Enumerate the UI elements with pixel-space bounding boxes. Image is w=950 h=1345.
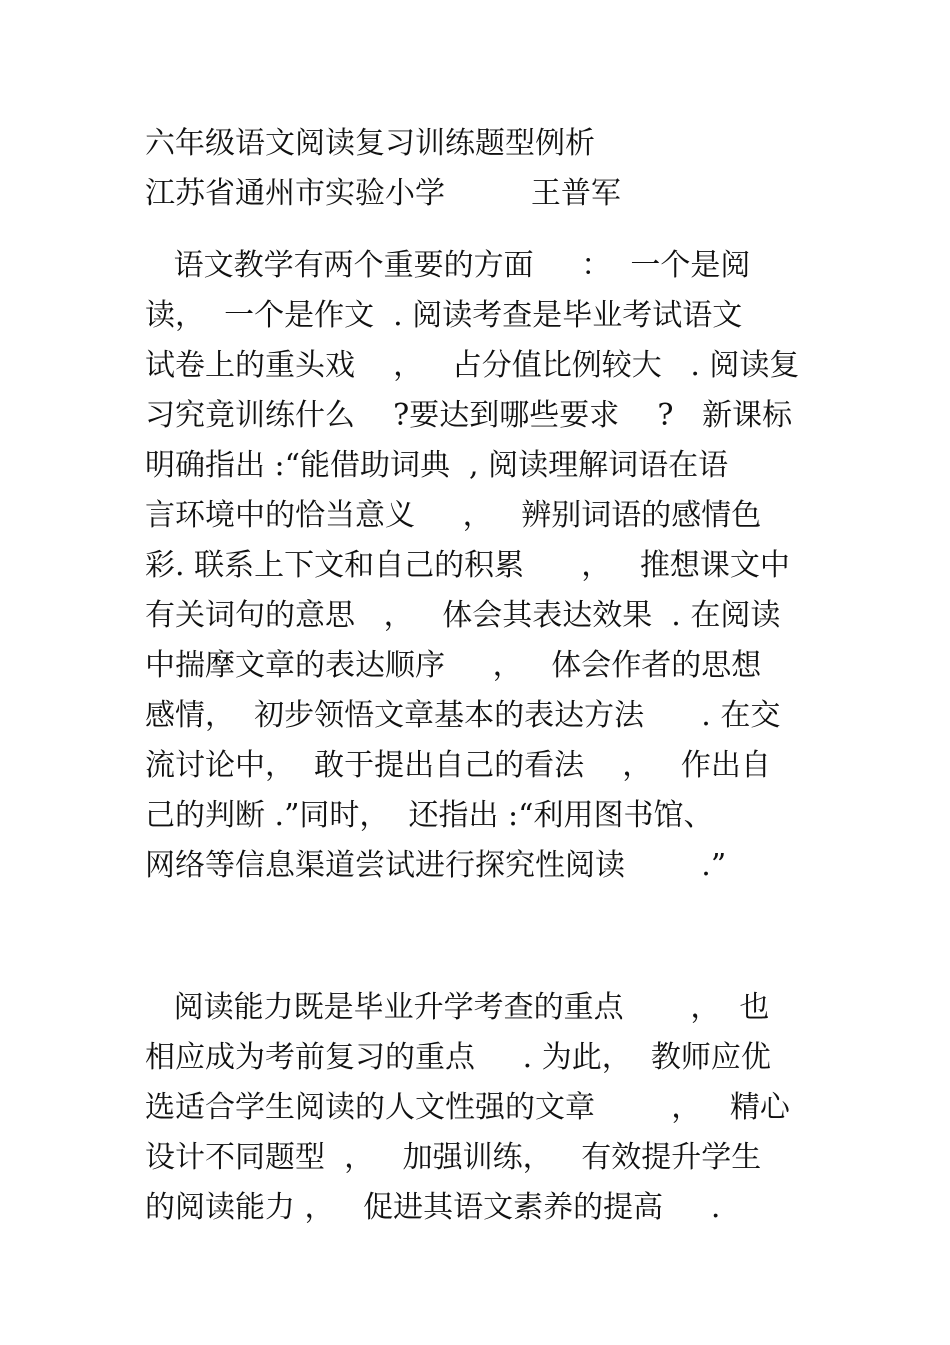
text-line: 己的判断 .”同时， 还指出 :“利用图书馆、 xyxy=(145,798,714,833)
text-line: 彩. 联系上下文和自己的积累 ， 推想课文中 xyxy=(145,548,790,583)
text-line: 明确指出 :“能借助词典 , 阅读理解词语在语 xyxy=(145,448,729,483)
text-line: 设计不同题型 ， 加强训练， 有效提升学生 xyxy=(145,1140,762,1175)
text-line: 阅读能力既是毕业升学考查的重点 ， 也 xyxy=(145,990,770,1025)
document-title: 六年级语文阅读复习训练题型例析 xyxy=(145,126,595,161)
text-line: 语文教学有两个重要的方面 ： 一个是阅 xyxy=(145,248,751,283)
text-line: 网络等信息渠道尝试进行探究性阅读 .” xyxy=(145,848,727,883)
text-line: 相应成为考前复习的重点 . 为此， 教师应优 xyxy=(145,1040,771,1075)
text-line: 感情， 初步领悟文章基本的表达方法 . 在交 xyxy=(145,698,781,733)
text-line: 言环境中的恰当意义 ， 辨别词语的感情色 xyxy=(145,498,762,533)
text-line: 选适合学生阅读的人文性强的文章 ， 精心 xyxy=(145,1090,790,1125)
text-line: 的阅读能力 ， 促进其语文素养的提高 . xyxy=(145,1190,721,1225)
text-line: 读， 一个是作文 . 阅读考查是毕业考试语文 xyxy=(145,298,743,333)
text-line: 有关词句的意思 ， 体会其表达效果 . 在阅读 xyxy=(145,598,781,633)
text-line: 试卷上的重头戏 ， 占分值比例较大 . 阅读复 xyxy=(145,348,800,383)
text-line: 中揣摩文章的表达顺序 ， 体会作者的思想 xyxy=(145,648,762,683)
text-line: 流讨论中， 敢于提出自己的看法 ， 作出自 xyxy=(145,748,771,783)
text-line: 习究竟训练什么 ?要达到哪些要求 ? 新课标 xyxy=(145,398,793,433)
document-byline: 江苏省通州市实验小学 王普军 xyxy=(145,176,621,211)
